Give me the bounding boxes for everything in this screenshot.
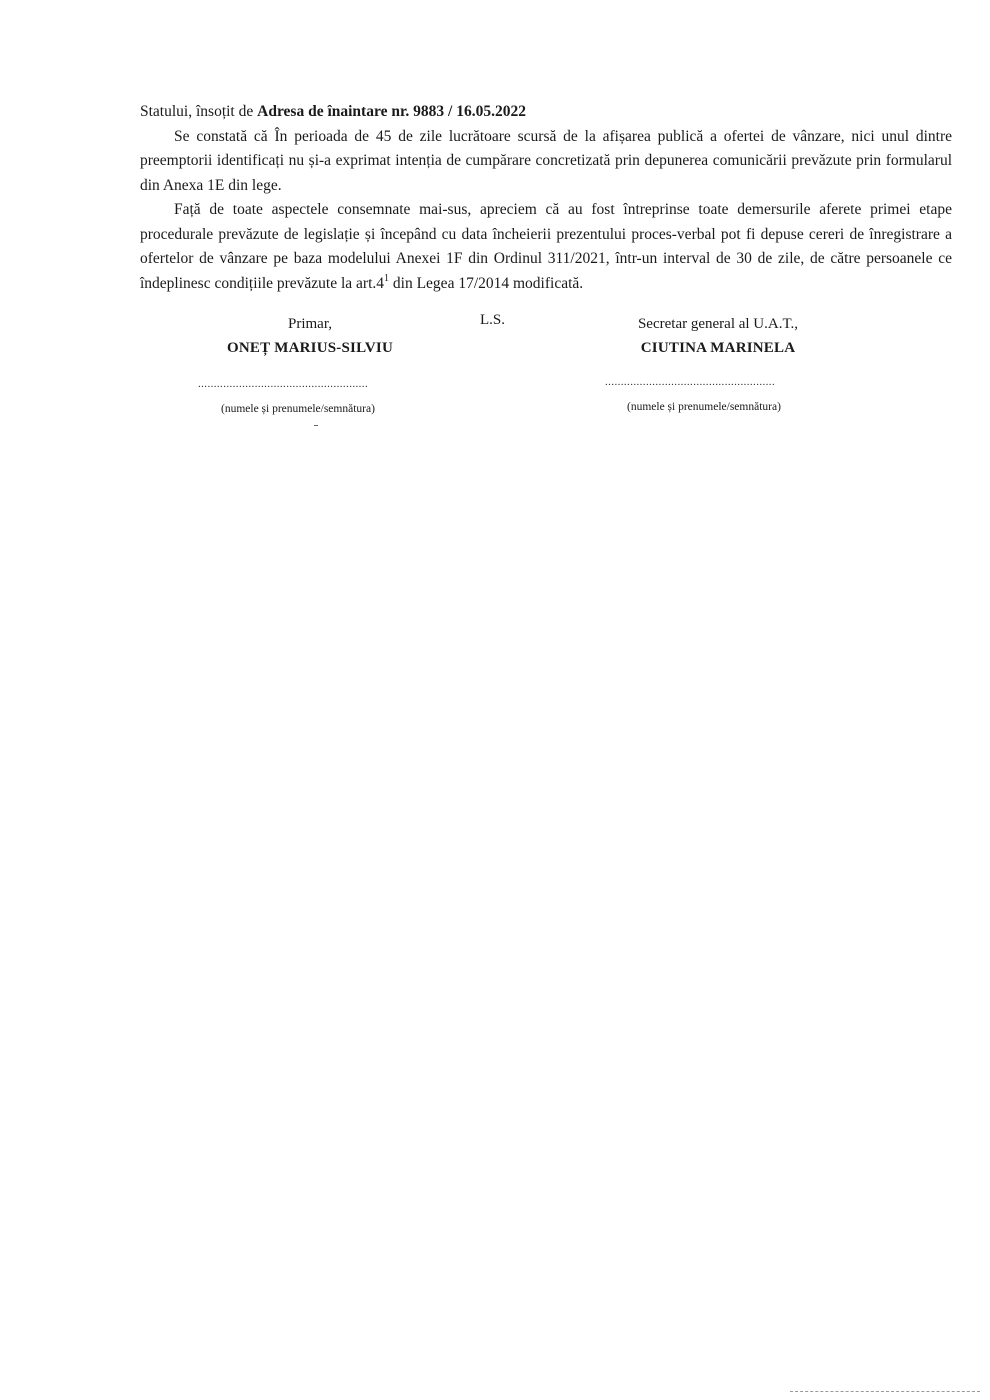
scan-edge-line	[790, 1391, 980, 1394]
paragraph-conclusion: Față de toate aspectele consemnate mai-sus, apreciem că au fost întreprinse toate demersurile aferete primei etape procedurale prevăzute de legislație și începând cu data încheierii prezentului proces-verbal pot fi depuse cereri de înregistrare a ofertelor de vânzare pe baza modelului Anexei 1F din Ordinul 311/2021, într-un interval de 30 de zile, de către persoanele ce îndeplinesc condițiile prevăzute la $art.4^1$ din Legea 17/2014 modificată.	[140, 201, 952, 292]
mayor-role: Primar,	[288, 316, 332, 332]
superscript-article: 1	[384, 272, 390, 284]
signature-block-mayor	[222, 312, 398, 360]
signature-caption-mayor: (numele și prenumele/semnătura)	[221, 403, 375, 415]
document-body	[140, 100, 952, 296]
scan-mark	[314, 425, 318, 426]
secretary-name: CIUTINA MARINELA	[640, 340, 796, 356]
stamp-placeholder: L.S.	[480, 312, 506, 328]
signature-line-mayor: ......................................................	[198, 378, 369, 390]
signature-line-secretary: ......................................................	[605, 376, 776, 388]
reference-address: Adresa de înaintare nr. 9883 / 16.05.2022	[257, 103, 526, 120]
paragraph-intro: Statului, însoțit de Adresa de înaintare nr. 9883 / 16.05.2022	[140, 103, 526, 120]
secretary-role: Secretar general al U.A.T.,	[637, 316, 799, 332]
signature-caption-secretary: (numele și prenumele/semnătura)	[627, 401, 781, 413]
paragraph-finding: Se constată că În perioada de 45 de zile lucrătoare scursă de la afișarea publică a ofertei de vânzare, nici unul dintre preemptorii identificați nu și-a exprimat intenția de cumpărare concretizată prin depunerea comunicării prevăzute prin formularul din Anexa 1E din lege.	[140, 127, 952, 194]
mayor-name: ONEȚ MARIUS-SILVIU	[227, 340, 393, 356]
signature-block-secretary	[620, 312, 816, 360]
